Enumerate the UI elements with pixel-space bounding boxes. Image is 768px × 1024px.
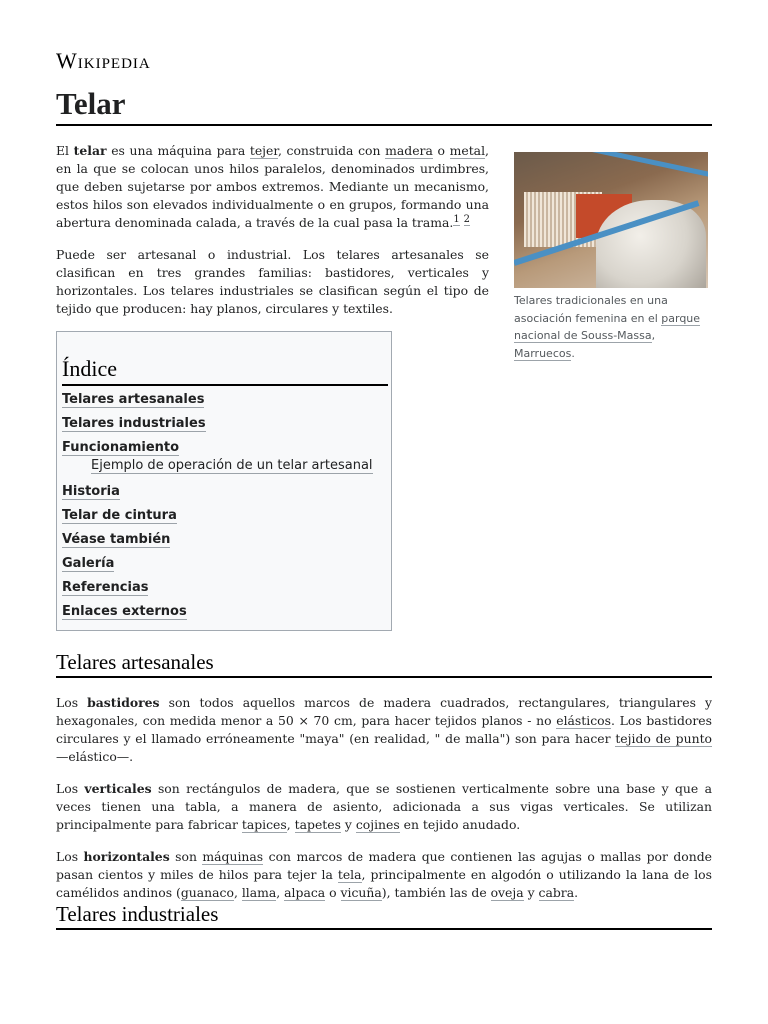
paragraph-horizontales <box>56 848 712 902</box>
section-heading-telares-artesanales: Telares artesanales <box>56 648 712 678</box>
infobox <box>514 152 710 362</box>
toc-link[interactable]: Funcionamiento <box>62 440 180 455</box>
toc-link[interactable]: Telar de cintura <box>62 508 177 523</box>
link-llama[interactable]: llama <box>241 885 277 900</box>
photo-caption <box>514 292 710 362</box>
toc-link[interactable]: Galería <box>62 556 115 571</box>
intro <box>56 142 489 318</box>
text: o <box>432 143 450 158</box>
toc-item[interactable] <box>62 392 204 408</box>
link-metal[interactable]: metal <box>449 143 486 158</box>
text: , en la que se colocan unos hilos paralelos, denominados urdimbres, que deben sujetarse por ambos extremos. Mediante un mecanismo, estos hilos son elevados individualmente o en grupos, formando una abertura denominada calada, a través de la cual pasa la trama. <box>56 143 489 230</box>
toc-link[interactable]: Referencias <box>62 580 149 595</box>
toc-link[interactable]: Enlaces externos <box>62 604 187 619</box>
text: , construida con <box>277 143 386 158</box>
link-marruecos[interactable]: Marruecos <box>514 346 572 360</box>
text: , <box>286 817 295 832</box>
loom-photo[interactable] <box>514 152 708 288</box>
text: Los <box>56 849 84 864</box>
bold-term: telar <box>73 143 107 158</box>
link-vicuna[interactable]: vicuña <box>340 885 382 900</box>
text: , <box>233 885 242 900</box>
wikipedia-wordmark[interactable]: Wikipedia <box>56 48 151 73</box>
toc-heading: Índice <box>62 354 388 386</box>
bold-term: horizontales <box>83 849 170 864</box>
text: Los <box>56 781 85 796</box>
text: Los <box>56 695 88 710</box>
toc-link[interactable]: Véase también <box>62 532 171 547</box>
link-tapetes[interactable]: tapetes <box>294 817 341 832</box>
link-parque-nacional[interactable]: parque nacional de Souss-Massa <box>514 311 701 342</box>
link-tela[interactable]: tela <box>337 867 362 882</box>
text: o <box>325 885 341 900</box>
reference-2[interactable] <box>464 214 470 226</box>
text: Telares tradicionales en una asociación femenina en el <box>514 294 668 325</box>
text: . <box>571 346 575 360</box>
paragraph-verticales <box>56 780 712 834</box>
text: —elástico—. <box>56 749 134 764</box>
text: son rectángulos de madera, que se sostienen verticalmente sobre una base y que a veces tienen una tabla, a manera de asiento, adicionada a sus vigas verticales. Se utilizan principalmente para fabricar <box>56 781 712 832</box>
text: en tejido anudado. <box>399 817 521 832</box>
page-title: Telar <box>56 84 712 126</box>
intro-paragraph-2: Puede ser artesanal o industrial. Los telares artesanales se clasifican en tres grandes familias: bastidores, verticales y horizontales. Los telares industriales se clasifican según el tipo de tejido que producen: hay planos, circulares y textiles. <box>56 247 489 316</box>
link-tejido-de-punto[interactable]: tejido de punto <box>615 731 713 746</box>
bold-term: bastidores <box>87 695 160 710</box>
text: El <box>56 143 74 158</box>
paragraph-bastidores <box>56 694 712 766</box>
toc-subitem[interactable] <box>91 458 373 474</box>
link-cabra[interactable]: cabra <box>538 885 575 900</box>
text: ), también las de <box>381 885 491 900</box>
photo-bar-shape <box>575 152 708 177</box>
toc-link[interactable]: Telares industriales <box>62 416 206 431</box>
toc-item[interactable] <box>62 484 120 500</box>
text: , <box>651 329 656 342</box>
reference-1[interactable] <box>453 214 459 226</box>
photo-figure-shape <box>596 200 706 288</box>
link-alpaca[interactable]: alpaca <box>284 885 326 900</box>
table-of-contents <box>56 331 392 631</box>
toc-item[interactable] <box>62 580 148 596</box>
toc-item[interactable] <box>62 604 187 620</box>
text: y <box>340 817 356 832</box>
toc-link[interactable]: Ejemplo de operación de un telar artesanal <box>91 458 373 473</box>
toc-item[interactable] <box>62 556 114 572</box>
text: , principalmente en algodón o utilizando la lana de los camélidos andinos ( <box>56 867 712 900</box>
toc-item[interactable] <box>62 416 206 432</box>
link-elasticos[interactable]: elásticos <box>556 713 611 728</box>
toc-item[interactable] <box>62 508 177 524</box>
toc-item[interactable] <box>62 532 170 548</box>
text: son todos aquellos marcos de madera cuadrados, rectangulares, triangulares y hexagonales, con medida menor a 50 × 70 cm, para hacer tejidos planos - no <box>56 695 712 728</box>
text: . Los bastidores circulares y el llamado erróneamente "maya" (en realidad, " de malla") son para hacer <box>56 713 712 746</box>
link-maquinas[interactable]: máquinas <box>202 849 264 864</box>
link-tejer[interactable]: tejer <box>249 143 278 158</box>
text: con marcos de madera que contienen las agujas o mallas por donde pasan cientos y miles de hilos para tejer la <box>56 849 712 882</box>
section-telares-artesanales <box>56 694 712 902</box>
text: . <box>574 885 579 900</box>
toc-link[interactable]: Historia <box>62 484 120 499</box>
link-cojines[interactable]: cojines <box>355 817 400 832</box>
section-heading-telares-industriales: Telares industriales <box>56 900 712 930</box>
bold-term: verticales <box>84 781 152 796</box>
toc-item[interactable] <box>62 440 179 456</box>
text: son <box>169 849 203 864</box>
reference-link[interactable]: 1 <box>453 214 460 225</box>
link-tapices[interactable]: tapices <box>241 817 287 832</box>
text: es una máquina para <box>106 143 250 158</box>
toc-link[interactable]: Telares artesanales <box>62 392 205 407</box>
link-oveja[interactable]: oveja <box>490 885 524 900</box>
text: y <box>523 885 539 900</box>
link-madera[interactable]: madera <box>385 143 433 158</box>
text: , <box>276 885 285 900</box>
link-guanaco[interactable]: guanaco <box>180 885 234 900</box>
intro-paragraph-1 <box>56 142 489 232</box>
reference-link[interactable]: 2 <box>463 214 471 225</box>
